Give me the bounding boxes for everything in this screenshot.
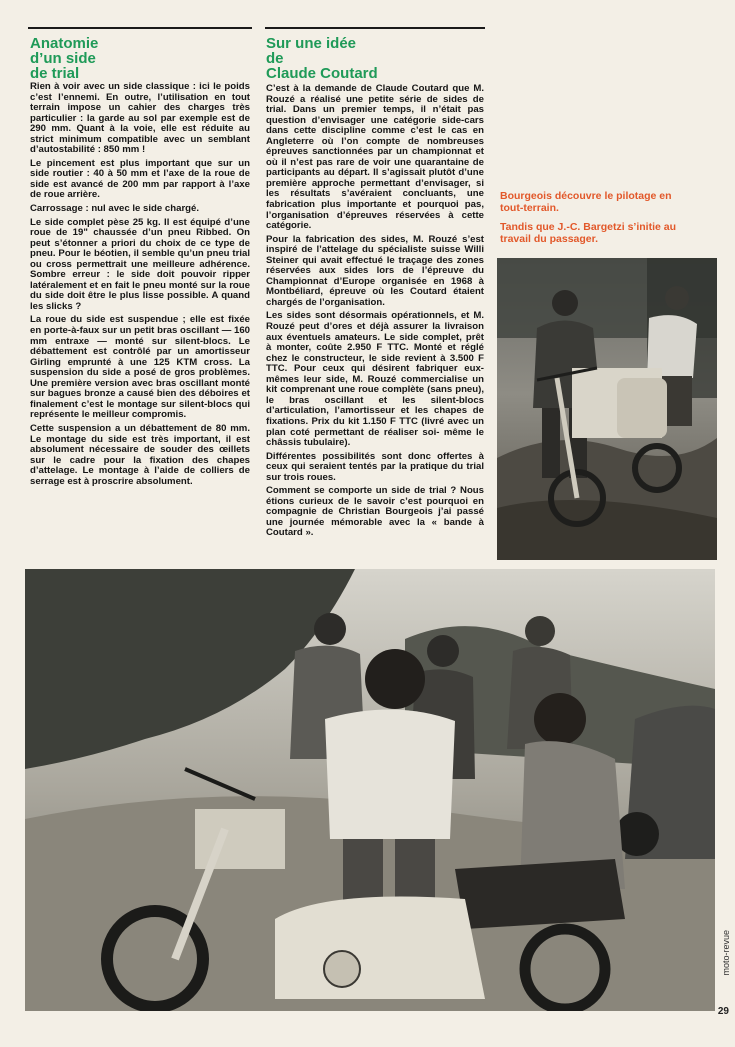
- title-line: Claude Coutard: [266, 65, 378, 82]
- caption-bargetzi: Tandis que J.-C. Bargetzi s’initie au travail du passager.: [500, 221, 677, 245]
- photo-group-sidecar-image: [25, 569, 715, 1011]
- column-2-body: [266, 84, 484, 542]
- paragraph: Différentes possibilités sont donc offertes à ceux qui seraient tentés par la pratique du trial sur trois roues.: [266, 450, 484, 483]
- photo-sidecar-hill-image: [497, 258, 717, 560]
- title-line: de: [266, 50, 284, 67]
- paragraph: Pour la fabrication des sides, M. Rouzé s’est inspiré de l’attelage du spécialiste suisse Willi Steiner qui avait effectué le traçage des zones réservées aux sides lors de l’épreuve du Championnat d’Europe organisée en 1968 à Montbéliard, épreuve où les Coutard étaient chargés de l’organisation.: [266, 233, 484, 308]
- column-1-body: [30, 82, 250, 490]
- column-rule-left: [28, 27, 252, 29]
- column-rule-right: [265, 27, 485, 29]
- photo-group-sidecar: [25, 569, 715, 1011]
- paragraph: La roue du side est suspendue ; elle est fixée en porte-à-faux sur un petit bras oscillant — 160 mm entraxe — monté sur silent-blocs. Le débattement est contrôlé par un amortisseur Girling emprunté à une 125 KTM cross. La suspension du side a posé de gros problèmes. Une première version avec bras oscillant monté sur bagues bronze a causé bien des déboires et finalement c’est le montage sur silent-blocs qui représente le meilleur compromis.: [30, 314, 250, 421]
- title-line: d’un side: [30, 50, 96, 67]
- title-line: de trial: [30, 65, 80, 82]
- paragraph: Le side complet pèse 25 kg. Il est équipé d’une roue de 19" chaussée d’un pneu Ribbed. On peut s’étonner a priori du choix de ce type de pneu. Pour le béotien, il semble qu’un pneu trial ou cross permettrait une meilleure adhérence. Sombre erreur : le side doit pouvoir ripper latéralement et en fait le pneu monté sur la roue du side doit être le plus lisse possible. A quand les slicks ?: [30, 216, 250, 312]
- title-line: Anatomie: [30, 35, 99, 52]
- paragraph: Rien à voir avec un side classique : ici le poids c’est l’ennemi. En outre, l’utilisation en tout terrain impose un cahier des charges très particulier : la garde au sol par exemple est de 290 mm. Quant à la voie, elle est réduite au strict minimum compatible avec un semblant d’autostabilité : 850 mm !: [30, 81, 250, 156]
- paragraph: Les sides sont désormais opérationnels, et M. Rouzé peut d’ores et déjà assurer la livraison aux éventuels amateurs. Le side complet, prêt à monter, coûte 2.950 F TTC. Monté et réglé chez le constructeur, le side revient à 3.500 F TTC. Pour ceux qui désirent fabriquer eux-mêmes leur side, M. Rouzé commercialise un kit comprenant une roue complète (sans pneu), le bras oscillant et les silent-blocs d’articulation, l’amortisseur et les chapes de fixations. Prix du kit 1.150 F TTC (livré avec un plan coté permettant de réaliser soi- même le châssis tubulaire).: [266, 310, 484, 449]
- article-title-coutard: [266, 36, 486, 81]
- paragraph: Cette suspension a un débattement de 80 mm. Le montage du side est très important, il est absolument nécessaire de souder des œillets sur le cadre pour la fixation des chapes d’attelage. Le montage à l’aide de colliers de serrage est à proscrire absolument.: [30, 422, 250, 487]
- paragraph: Carrossage : nul avec le side chargé.: [30, 203, 200, 215]
- photo-captions: [500, 190, 680, 252]
- article-title-anatomie: [30, 36, 250, 81]
- paragraph: Comment se comporte un side de trial ? Nous étions curieux de le savoir c’est pourquoi en compagnie de Christian Bourgeois j’ai passé une journée mémorable avec la « bande à Coutard ».: [266, 485, 484, 539]
- caption-bourgeois: Bourgeois découvre le pilotage en tout-terrain.: [500, 190, 672, 214]
- paragraph: Le pincement est plus important que sur un side routier : 40 à 50 mm et l’axe de la roue de side est avancé de 200 mm par rapport à l’axe de roue arrière.: [30, 157, 250, 201]
- paragraph: C’est à la demande de Claude Coutard que M. Rouzé a réalisé une petite série de sides de trial. Dans un premier temps, il n’était pas question d’envisager une catégorie side-cars dans cette discipline comme c’est le cas en Angleterre où l’on compte de nombreuses épreuves sanctionnées par un championnat et où il n’est pas rare de voir une quarantaine de participants au départ. Il s’agissait plutôt d’une première approche permettant d’envisager, si les résultats s’avéraient concluants, une fabrication plus importante et pourquoi pas, l’organisation d’épreuves réservées à cette catégorie.: [266, 83, 484, 232]
- photo-sidecar-hill: [497, 258, 717, 560]
- magazine-name: moto-revue: [721, 930, 731, 976]
- title-line: Sur une idée: [266, 35, 357, 52]
- page-number: 29: [717, 1006, 729, 1017]
